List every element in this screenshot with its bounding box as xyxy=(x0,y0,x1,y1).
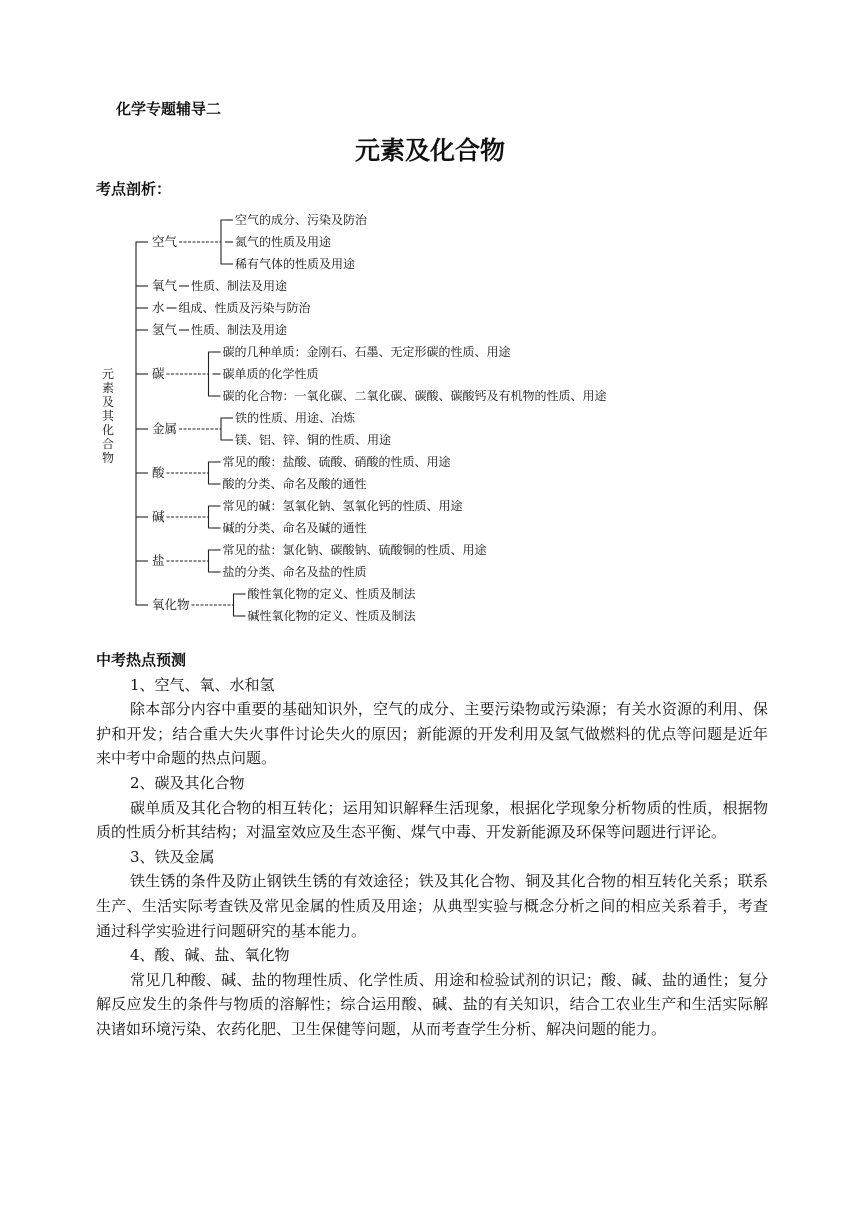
section-1 xyxy=(96,673,768,771)
doc-header: 化学专题辅导二 xyxy=(116,100,222,118)
item-text: 常见的酸：盐酸、硫酸、硝酸的性质、用途 xyxy=(222,455,451,469)
main-trunk xyxy=(136,242,148,605)
branch-label: 氢气 xyxy=(152,322,178,337)
section-title: 2、碳及其化合物 xyxy=(130,773,245,792)
root-label-char: 素 xyxy=(102,381,115,395)
item-text: 性质、制法及用途 xyxy=(191,279,288,293)
branch-label: 碳 xyxy=(152,366,165,381)
item-text: 碱性氧化物的定义、性质及制法 xyxy=(247,609,416,623)
item-text: 酸性氧化物的定义、性质及制法 xyxy=(247,587,416,601)
root-label-char: 及 xyxy=(102,395,115,409)
root-label-char: 其 xyxy=(102,409,115,423)
item-text: 盐的分类、命名及盐的性质 xyxy=(222,565,367,579)
section-4 xyxy=(96,943,768,1041)
item-text: 性质、制法及用途 xyxy=(191,323,288,337)
branch-label: 氧气 xyxy=(152,278,178,293)
item-text: 常见的盐：氯化钠、碳酸钠、硫酸铜的性质、用途 xyxy=(222,543,487,557)
item-text: 酸的分类、命名及酸的通性 xyxy=(222,477,367,491)
root-label-char: 物 xyxy=(102,451,115,465)
section-3 xyxy=(96,845,768,943)
section-title: 1、空气、氧、水和氢 xyxy=(130,675,275,694)
branch-label: 酸 xyxy=(152,465,165,480)
section-title: 4、酸、碱、盐、氧化物 xyxy=(130,946,290,965)
item-bracket xyxy=(209,462,213,484)
section-text: 铁生锈的条件及防止钢铁生锈的有效途径；铁及其化合物、铜及其化合物的相互转化关系；联系生产、生活实际考查铁及常见金属的性质及用途；从典型实验与概念分析之间的相应关系着手，考查通过科学实验进行问题研究的基本能力。 xyxy=(96,872,768,940)
item-bracket xyxy=(209,506,213,528)
item-text: 碳单质的化学性质 xyxy=(222,367,319,381)
section-title: 3、铁及金属 xyxy=(130,847,215,866)
section-text: 常见几种酸、碱、盐的物理性质、化学性质、用途和检验试剂的识记；酸、碱、盐的通性；复分解反应发生的条件与物质的溶解性；综合运用酸、碱、盐的有关知识，结合工农业生产和生活实际解决诸如环境污染、农药化肥、卫生保健等问题，从而考查学生分析、解决问题的能力。 xyxy=(96,970,768,1038)
section-text: 碳单质及其化合物的相互转化；运用知识解释生活现象，根据化学现象分析物质的性质，根据物质的性质分析其结构；对温室效应及生态平衡、煤气中毒、开发新能源及环保等问题进行评论。 xyxy=(96,798,768,842)
item-text: 组成、性质及污染与防治 xyxy=(178,301,311,315)
root-label-char: 元 xyxy=(102,367,115,381)
item-text: 镁、铝、锌、铜的性质、用途 xyxy=(235,433,392,447)
branch-label: 水 xyxy=(152,300,165,315)
hot-topics-section xyxy=(96,648,768,1042)
branch-label: 盐 xyxy=(152,553,165,568)
branch-label: 金属 xyxy=(152,421,178,436)
branch-label: 氧化物 xyxy=(152,597,190,612)
knowledge-tree-diagram xyxy=(90,205,670,635)
item-text: 碳的几种单质：金刚石、石墨、无定形碳的性质、用途 xyxy=(222,345,511,359)
item-text: 碱的分类、命名及碱的通性 xyxy=(222,521,367,535)
item-bracket xyxy=(221,418,225,440)
branch-label: 空气 xyxy=(152,234,178,249)
item-text: 空气的成分、污染及防治 xyxy=(235,213,368,227)
analysis-heading: 考点剖析： xyxy=(96,180,172,198)
section-2 xyxy=(96,771,768,845)
root-label-char: 合 xyxy=(102,437,115,451)
item-text: 常见的碱：氢氧化钠、氢氧化钙的性质、用途 xyxy=(222,499,463,513)
doc-title: 元素及化合物 xyxy=(354,136,505,165)
item-text: 稀有气体的性质及用途 xyxy=(235,257,356,271)
item-text: 碳的化合物：一氧化碳、二氧化碳、碳酸、碳酸钙及有机物的性质、用途 xyxy=(222,389,607,403)
item-bracket xyxy=(221,220,225,264)
section-text: 除本部分内容中重要的基础知识外，空气的成分、主要污染物或污染源；有关水资源的利用、保护和开发；结合重大失火事件讨论失火的原因；新能源的开发利用及氢气做燃料的优点等问题是近年来中考中命题的热点问题。 xyxy=(96,700,768,768)
item-bracket xyxy=(209,550,213,572)
hot-heading: 中考热点预测 xyxy=(96,651,187,669)
item-text: 氮气的性质及用途 xyxy=(235,235,332,249)
item-bracket xyxy=(234,594,238,616)
item-bracket xyxy=(209,352,213,396)
item-text: 铁的性质、用途、冶炼 xyxy=(235,411,356,425)
branch-label: 碱 xyxy=(152,509,165,524)
root-label-char: 化 xyxy=(102,423,115,437)
